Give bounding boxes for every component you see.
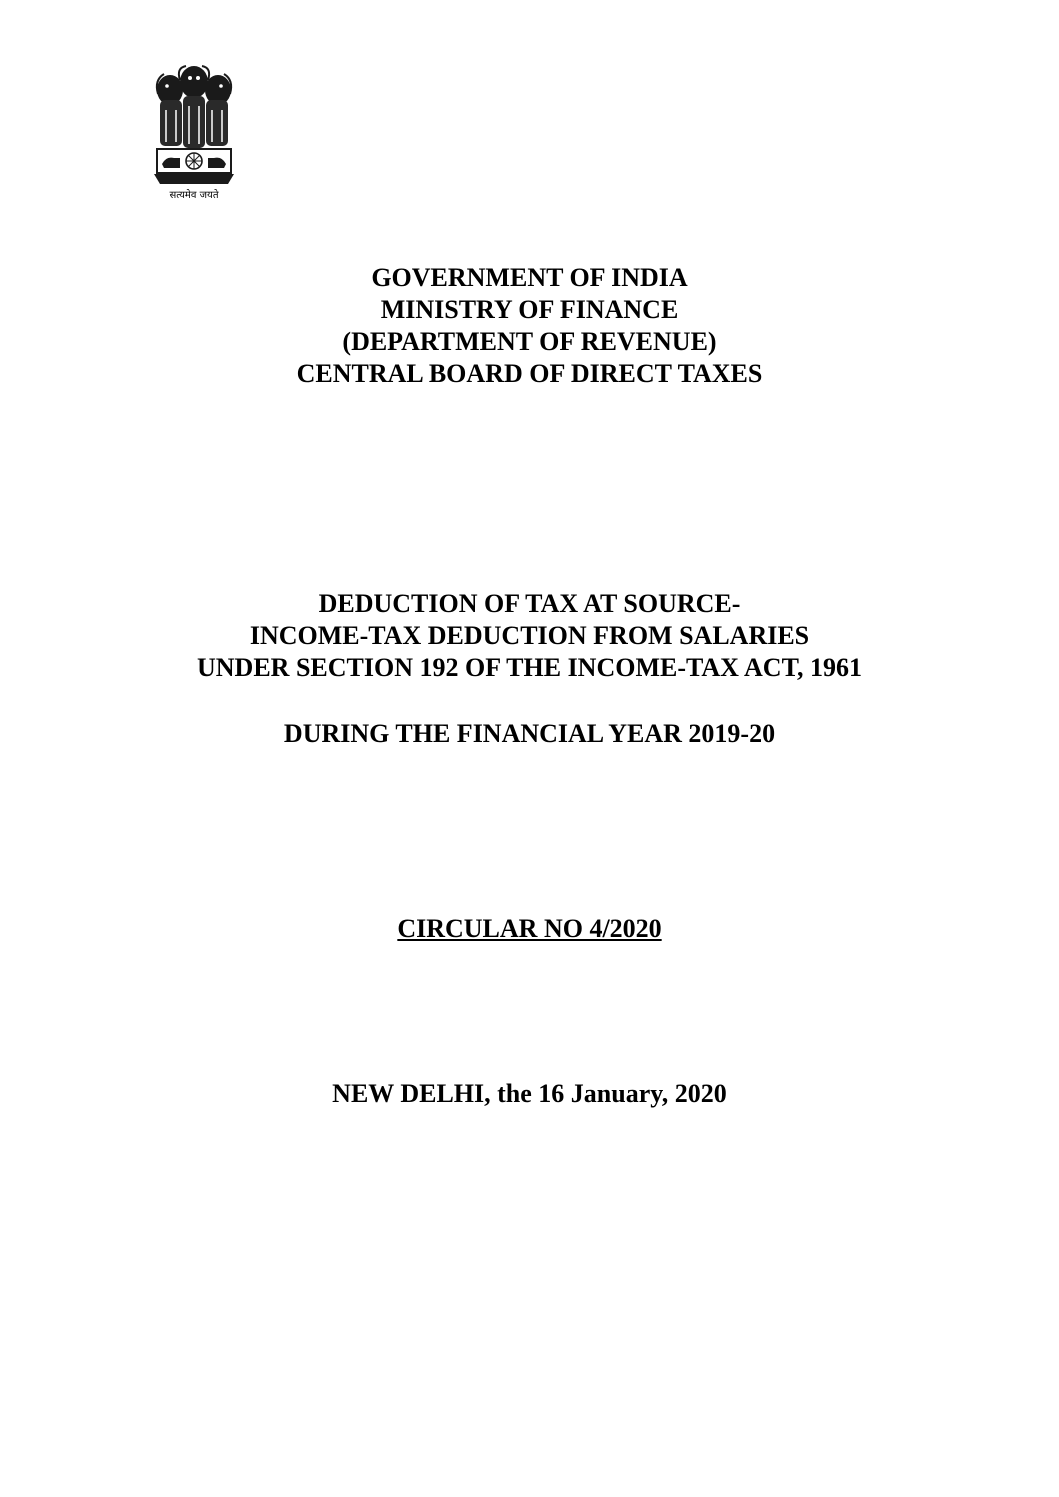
subject-heading [0, 588, 1059, 684]
financial-year-heading: DURING THE FINANCIAL YEAR 2019-20 [283, 719, 776, 748]
subject-line-2: INCOME-TAX DEDUCTION FROM SALARIES [249, 621, 810, 650]
emblem-motto: सत्यमेव जयते [169, 190, 219, 201]
department-line-board: CENTRAL BOARD OF DIRECT TAXES [296, 359, 763, 388]
department-line-department: (DEPARTMENT OF REVENUE) [342, 327, 717, 356]
department-line-government: GOVERNMENT OF INDIA [371, 263, 688, 292]
subject-line-1: DEDUCTION OF TAX AT SOURCE- [318, 589, 741, 618]
circular-number: CIRCULAR NO 4/2020 [397, 914, 662, 943]
place-and-date: NEW DELHI, the 16 January, 2020 [332, 1079, 727, 1108]
department-line-ministry: MINISTRY OF FINANCE [380, 295, 679, 324]
department-heading [0, 262, 1059, 390]
subject-line-3: UNDER SECTION 192 OF THE INCOME-TAX ACT, 1961 [197, 653, 862, 682]
state-emblem-icon [146, 60, 242, 210]
